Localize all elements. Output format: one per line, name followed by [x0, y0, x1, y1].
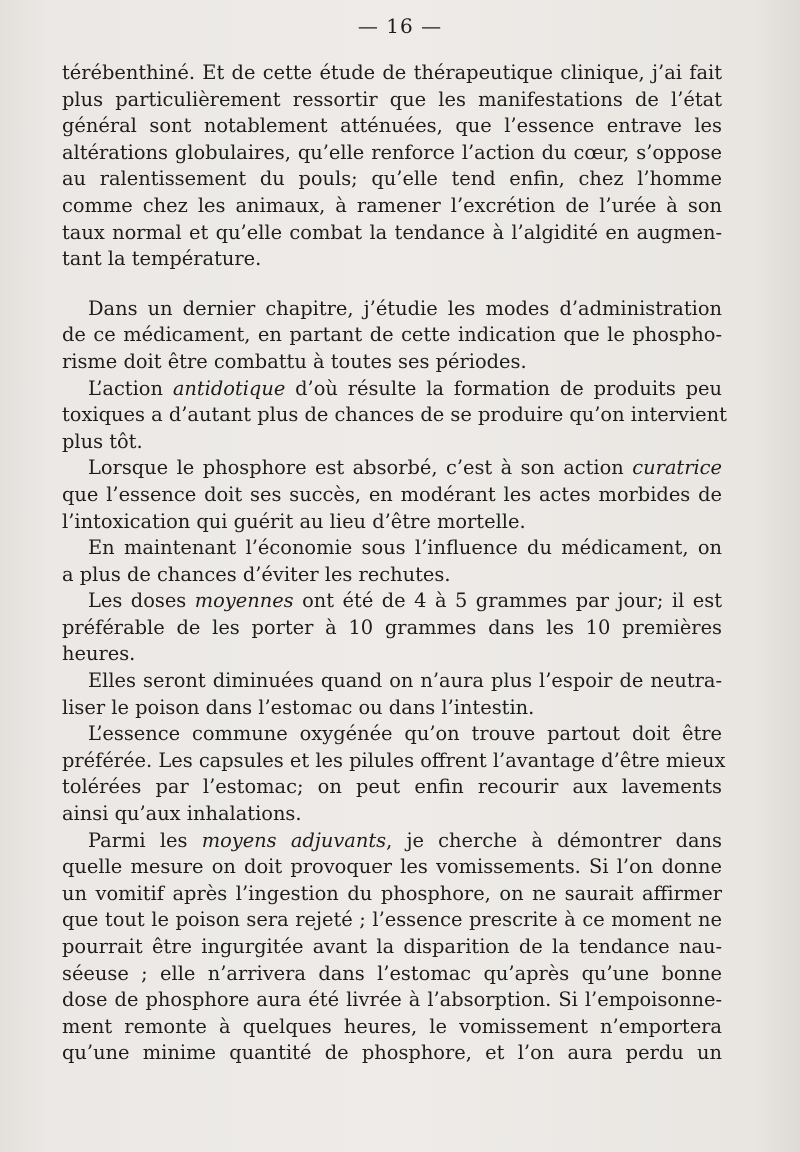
emphasis: moyens adjuvants: [201, 828, 387, 852]
text-line: tolérées par l’estomac; on peut enfin recourir aux lavements: [62, 775, 722, 799]
paragraph-6: [62, 588, 722, 668]
text-line: altérations globulaires, qu’elle renforce l’action du cœur, s’oppose: [62, 140, 722, 164]
text-line: En maintenant l’économie sous l’influence du médicament, on: [88, 536, 722, 560]
text-run: , je cherche à démontrer dans: [386, 828, 722, 852]
paragraph-gap: [62, 273, 722, 296]
paragraph-8: [62, 721, 726, 827]
paragraph-1: [62, 60, 722, 273]
text-line: Elles seront diminuées quand on n’aura plus l’espoir de neutra-: [88, 669, 722, 693]
text-line: térébenthiné. Et de cette étude de thérapeutique clinique, j’ai fait: [62, 61, 722, 84]
text-line: liser le poison dans l’estomac ou dans l’intestin.: [62, 695, 535, 719]
paragraph-4: [62, 455, 722, 535]
text-run: ont été de 4 à 5 grammes par jour; il est: [293, 589, 722, 613]
paragraph-7: [62, 668, 722, 721]
text-line: [62, 376, 722, 403]
text-line: séeuse ; elle n’arrivera dans l’estomac qu’après qu’une bonne: [62, 961, 722, 985]
text-run: Lorsque le phosphore est absorbé, c’est à son action: [88, 456, 633, 480]
page-number: — 16 —: [357, 14, 443, 38]
text-line: qu’une minime quantité de phosphore, et l’on aura perdu un: [62, 1041, 722, 1065]
paragraph-2: [62, 296, 722, 376]
text-line: ainsi qu’aux inhalations.: [62, 802, 302, 826]
text-line: heures.: [62, 642, 136, 666]
text-run: L’action: [88, 376, 173, 400]
text-line: L’essence commune oxygénée qu’on trouve partout doit être: [88, 722, 722, 746]
paragraph-3: [62, 376, 727, 456]
body-text: [62, 60, 727, 1067]
text-line: pourrait être ingurgitée avant la disparition de la tendance nau-: [62, 935, 722, 958]
text-line: [62, 455, 722, 482]
text-line: de ce médicament, en partant de cette indication que le phospho-: [62, 323, 722, 347]
text-line: que tout le poison sera rejeté ; l’essence prescrite à ce moment ne: [62, 908, 722, 932]
text-line: tant la température.: [62, 247, 262, 271]
text-line: l’intoxication qui guérit au lieu d’être mortelle.: [62, 509, 526, 533]
paragraph-9: [62, 828, 722, 1067]
text-line: général sont notablement atténuées, que l’essence entrave les: [62, 114, 722, 138]
text-line: Dans un dernier chapitre, j’étudie les modes d’administration: [88, 296, 722, 320]
text-line: [62, 828, 722, 855]
text-line: [62, 588, 722, 615]
emphasis: curatrice: [632, 456, 722, 480]
text-line: au ralentissement du pouls; qu’elle tend enfin, chez l’homme: [62, 167, 722, 191]
text-line: quelle mesure on doit provoquer les vomissements. Si l’on donne: [62, 855, 722, 879]
text-line: comme chez les animaux, à ramener l’excrétion de l’urée à son: [62, 193, 722, 217]
text-line: un vomitif après l’ingestion du phosphore, on ne saurait affirmer: [62, 881, 722, 905]
text-line: plus tôt.: [62, 429, 143, 453]
text-line: préférée. Les capsules et les pilules offrent l’avantage d’être mieux: [62, 748, 726, 772]
emphasis: moyennes: [194, 589, 294, 613]
text-line: ment remonte à quelques heures, le vomissement n’emportera: [62, 1014, 722, 1038]
text-line: que l’essence doit ses succès, en modérant les actes morbides de: [62, 482, 722, 506]
text-line: a plus de chances d’éviter les rechutes.: [62, 562, 451, 586]
text-line: dose de phosphore aura été livrée à l’absorption. Si l’empoisonne-: [62, 988, 722, 1012]
text-run: d’où résulte la formation de produits peu: [285, 376, 722, 400]
text-line: risme doit être combattu à toutes ses périodes.: [62, 349, 527, 373]
emphasis: antidotique: [172, 376, 286, 400]
text-line: plus particulièrement ressortir que les manifestations de l’état: [62, 87, 722, 111]
text-run: Parmi les: [88, 828, 202, 852]
paragraph-5: [62, 535, 722, 588]
text-line: préférable de les porter à 10 grammes dans les 10 premières: [62, 615, 722, 639]
text-run: Les doses: [88, 589, 195, 613]
text-line: taux normal et qu’elle combat la tendance à l’algidité en augmen-: [62, 220, 722, 244]
text-line: toxiques a d’autant plus de chances de se produire qu’on intervient: [62, 403, 727, 427]
